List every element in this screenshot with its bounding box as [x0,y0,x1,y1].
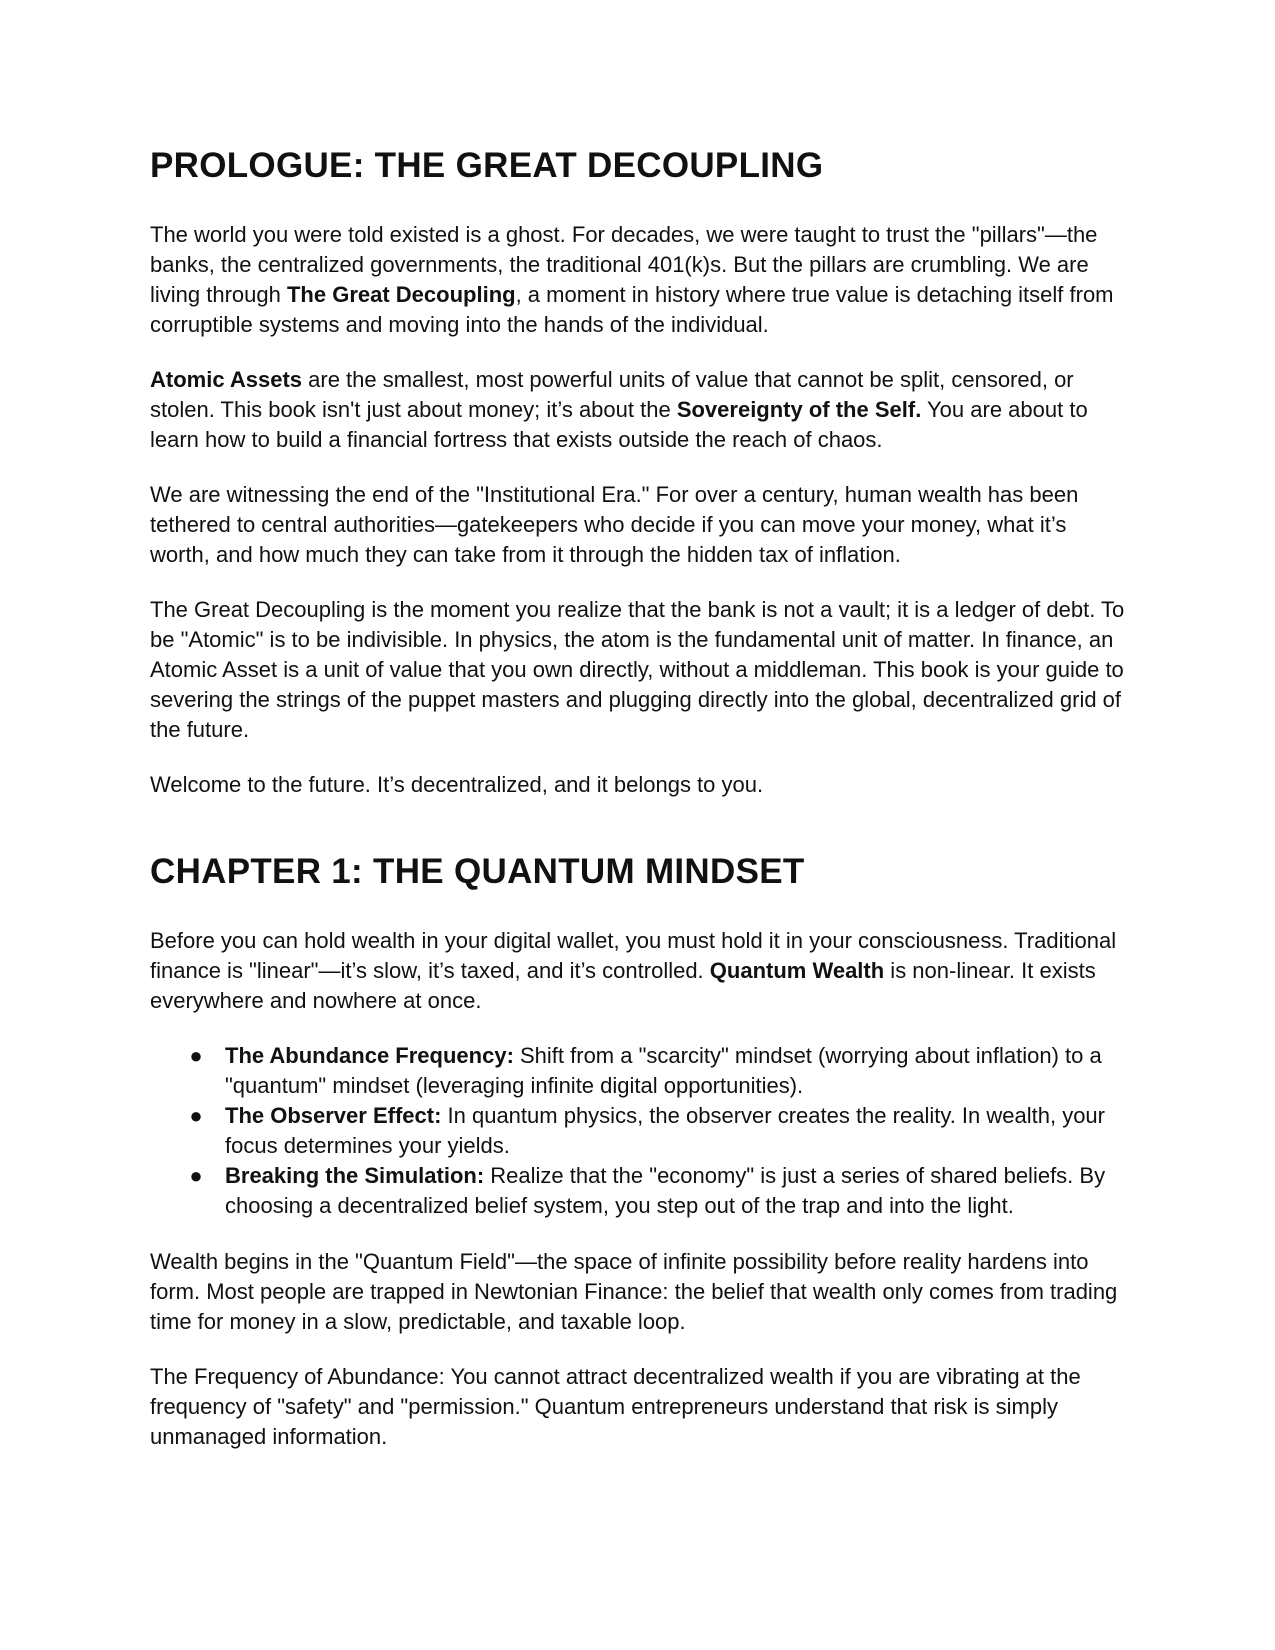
prologue-paragraph-4: The Great Decoupling is the moment you realize that the bank is not a vault; it is a ledger of debt. To be "Atomic" is to be indivisible. In physics, the atom is the fundamental unit of matter. In finance, an Atomic Asset is a unit of value that you own directly, without a middleman. This book is your guide to severing the strings of the puppet masters and plugging directly into the global, decentralized grid of the future. [150,597,1125,742]
list-item [189,1041,1125,1101]
prologue-paragraph-2 [150,365,1125,455]
bullet-icon: ● [189,1103,203,1128]
bold-term: Quantum Wealth [709,958,885,983]
bullet-term: Breaking the Simulation: [225,1163,485,1188]
bullet-icon: ● [189,1163,203,1188]
prologue-title: PROLOGUE: THE GREAT DECOUPLING [150,146,824,185]
prologue-paragraph-3: We are witnessing the end of the "Institutional Era." For over a century, human wealth has been tethered to central authorities—gatekeepers who decide if you can move your money, what it’s worth, and how much they can take from it through the hidden tax of inflation. [150,482,1079,567]
list-item [189,1101,1125,1161]
chapter-1-title: CHAPTER 1: THE QUANTUM MINDSET [150,852,805,891]
bold-term: Atomic Assets [150,367,303,392]
bullet-text: Realize that the "economy" is just a series of shared beliefs. By choosing a decentralized belief system, you step out of the trap and into the light. [225,1163,1106,1218]
bold-term: The Great Decoupling [286,282,516,307]
bullet-term: The Observer Effect: [225,1103,442,1128]
bullet-list [150,1041,1125,1221]
text-run: Before you can hold wealth in your digital wallet, you must hold it in your consciousness. Traditional finance is "linear"—it’s slow, it’s taxed, and it’s controlled. [150,928,1117,983]
text-run: , a moment in history where true value is detaching itself from corruptible systems and moving into the hands of the individual. [150,282,1114,337]
prologue-paragraph-1 [150,220,1125,340]
text-run: are the smallest, most powerful units of value that cannot be split, censored, or stolen. This book isn't just about money; it’s about the [150,367,1074,422]
chapter-1-paragraph-1 [150,926,1125,1016]
chapter-1-paragraph-3: The Frequency of Abundance: You cannot attract decentralized wealth if you are vibrating at the frequency of "safety" and "permission." Quantum entrepreneurs understand that risk is simply unmanaged information. [150,1364,1081,1449]
text-run: You are about to learn how to build a financial fortress that exists outside the reach of chaos. [150,397,1088,452]
list-item [189,1161,1125,1221]
bold-term: Sovereignty of the Self. [676,397,922,422]
document-page [150,146,1125,1477]
bullet-term: The Abundance Frequency: [225,1043,514,1068]
bullet-icon: ● [189,1043,203,1068]
bullet-text: In quantum physics, the observer creates the reality. In wealth, your focus determines your yields. [225,1103,1105,1158]
text-run: is non-linear. It exists everywhere and nowhere at once. [150,958,1096,1013]
chapter-1-paragraph-2: Wealth begins in the "Quantum Field"—the space of infinite possibility before reality hardens into form. Most people are trapped in Newtonian Finance: the belief that wealth only comes from trading time for money in a slow, predictable, and taxable loop. [150,1249,1118,1334]
text-run: The world you were told existed is a ghost. For decades, we were taught to trust the "pillars"—the banks, the centralized governments, the traditional 401(k)s. But the pillars are crumbling. We are living through [150,222,1098,307]
prologue-paragraph-5: Welcome to the future. It’s decentralized, and it belongs to you. [150,772,764,797]
bullet-text: Shift from a "scarcity" mindset (worrying about inflation) to a "quantum" mindset (leveraging infinite digital opportunities). [225,1043,1102,1098]
